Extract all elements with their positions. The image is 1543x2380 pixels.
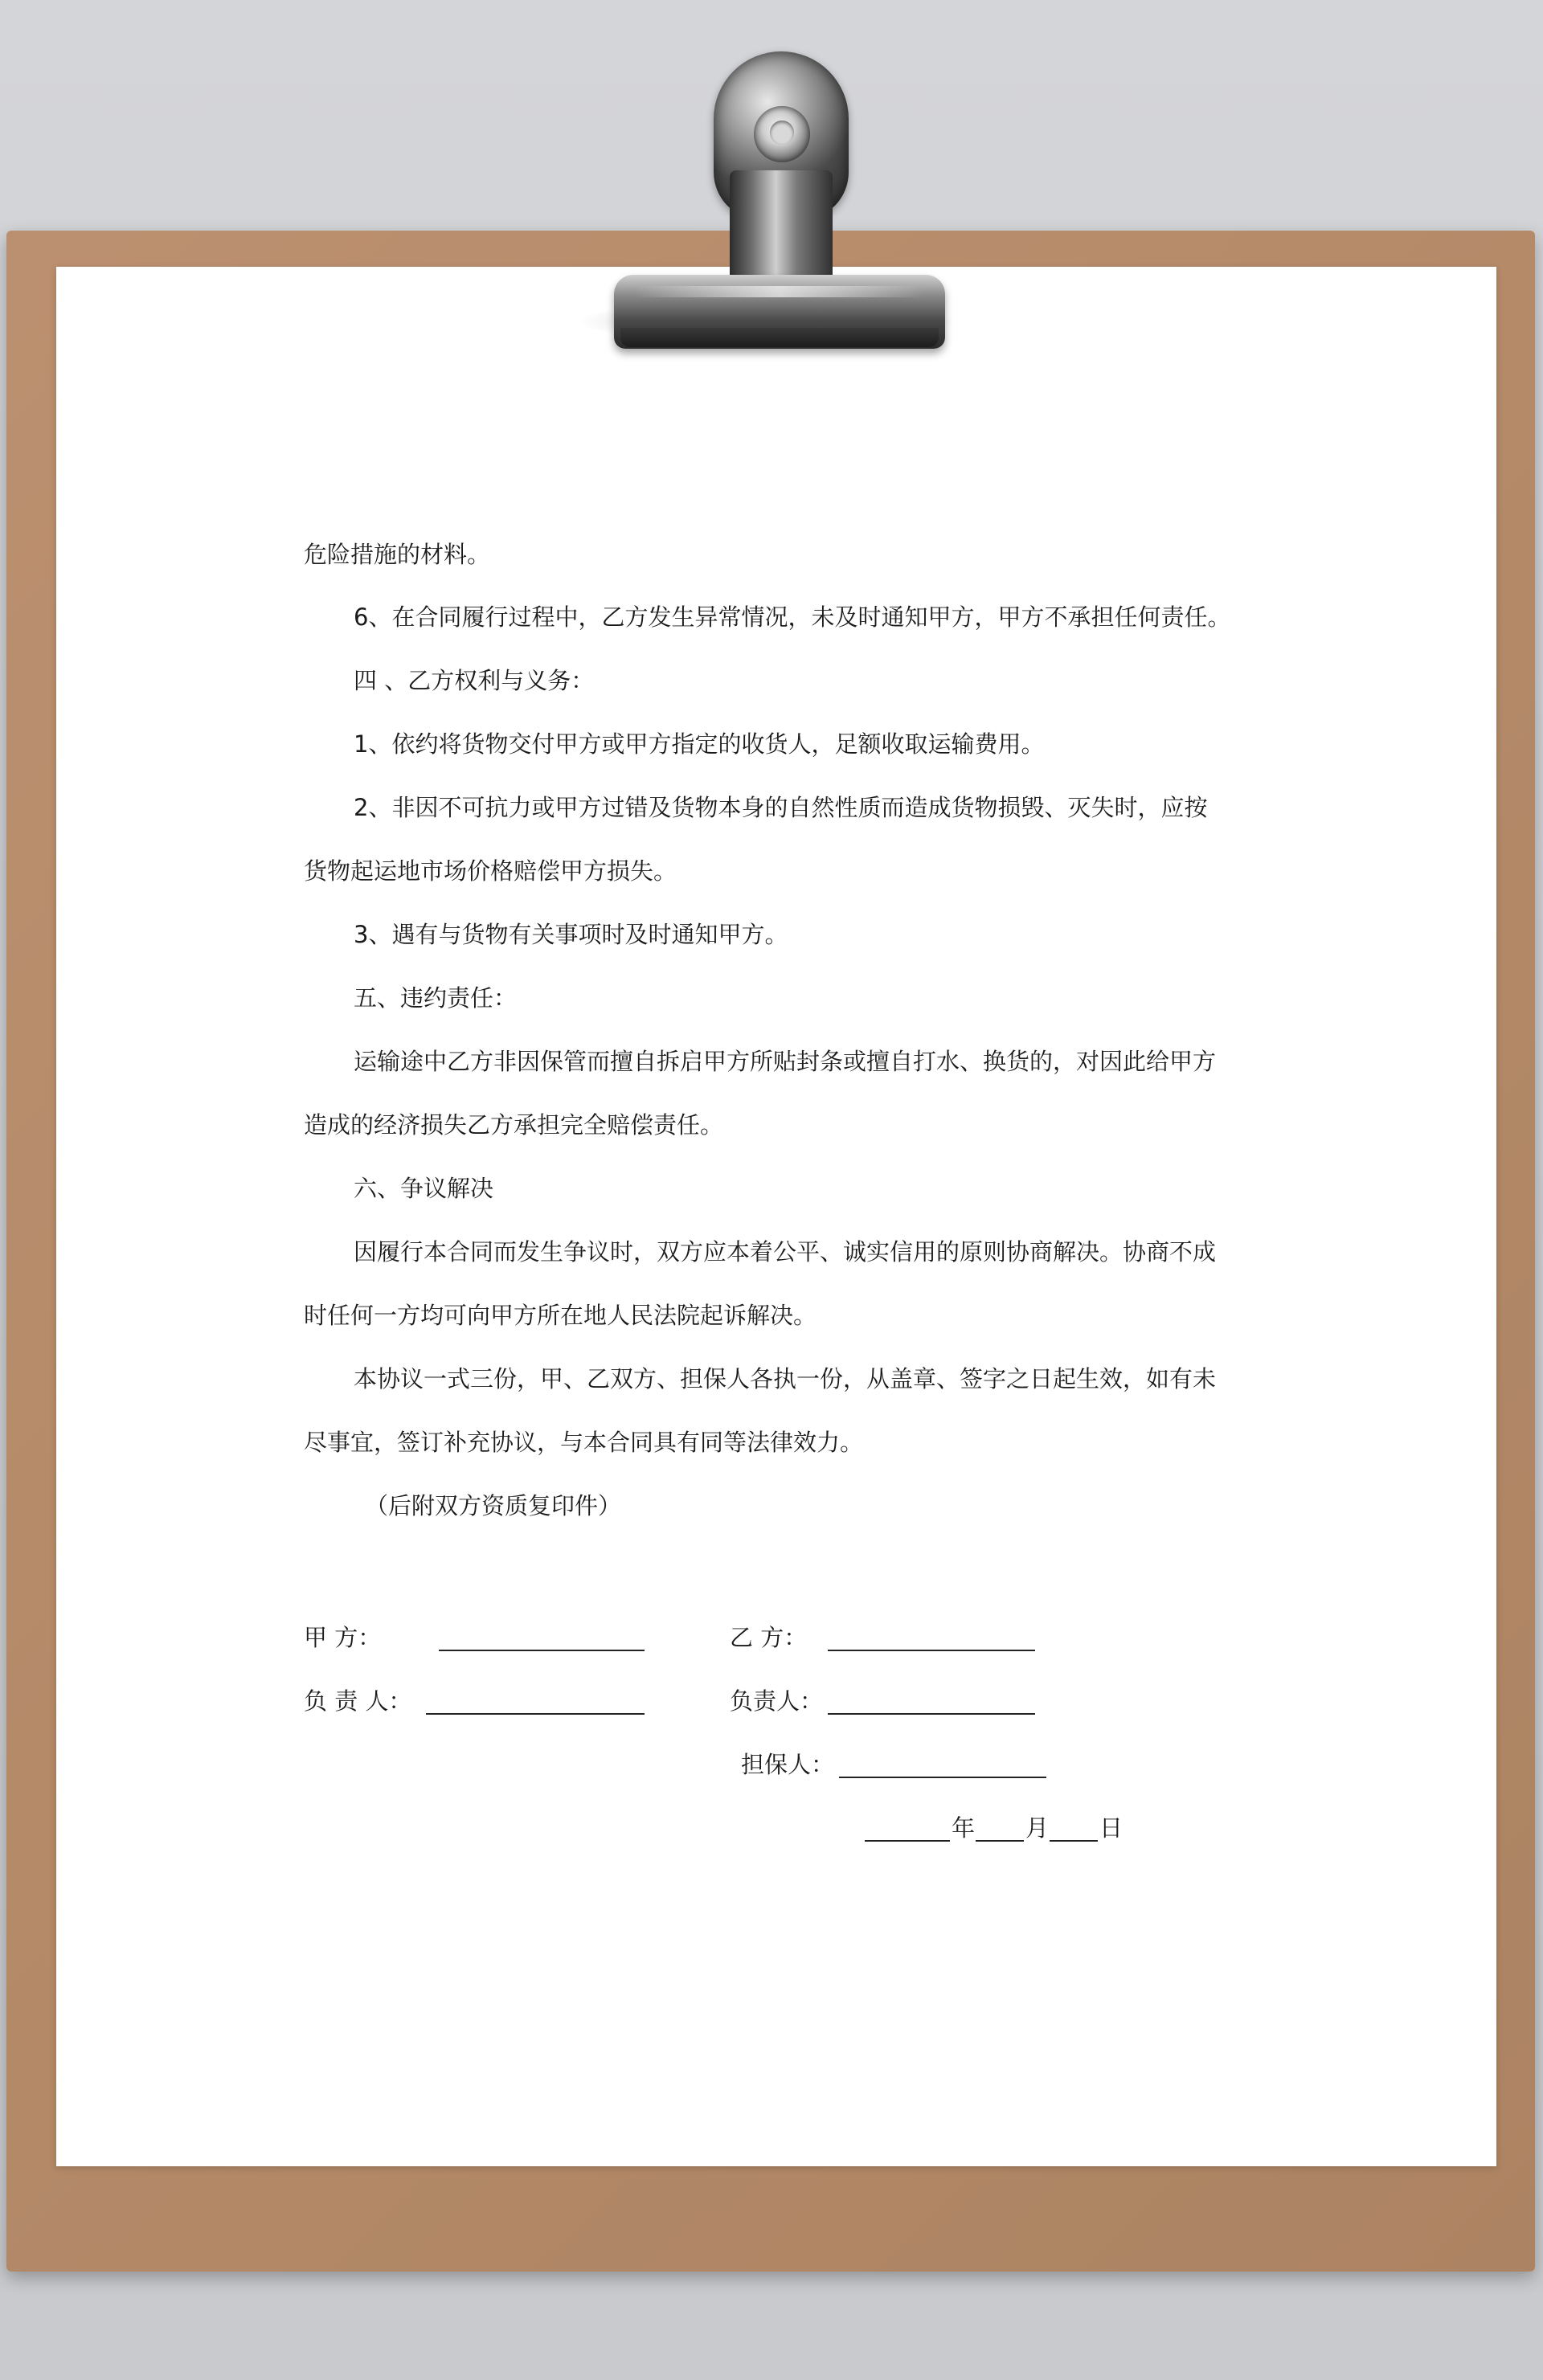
text-line: 尽事宜，签订补充协议，与本合同具有同等法律效力。 xyxy=(304,1429,864,1456)
party-a-label: 甲 方： xyxy=(304,1624,382,1651)
guarantor-blank[interactable] xyxy=(839,1777,1046,1778)
party-b-label: 乙 方： xyxy=(730,1624,808,1651)
text-line: 6、在合同履行过程中，乙方发生异常情况，未及时通知甲方，甲方不承担任何责任。 xyxy=(354,603,1231,631)
date-day-label: 日 xyxy=(1099,1814,1123,1842)
guarantor-label: 担保人： xyxy=(741,1751,835,1778)
text-line: 危险措施的材料。 xyxy=(304,541,491,568)
section-heading: 六、争议解决 xyxy=(354,1175,494,1202)
person-b-blank[interactable] xyxy=(828,1713,1035,1715)
clip-inner-hole xyxy=(770,121,794,145)
person-a-label: 负 责 人： xyxy=(304,1687,412,1715)
text-line: 因履行本合同而发生争议时，双方应本着公平、诚实信用的原则协商解决。协商不成 xyxy=(354,1238,1217,1266)
text-line: 本协议一式三份，甲、乙双方、担保人各执一份，从盖章、签字之日起生效，如有未 xyxy=(354,1365,1217,1392)
person-a-blank[interactable] xyxy=(426,1713,645,1715)
clip-base-lip xyxy=(620,328,939,347)
text-line: 1、依约将货物交付甲方或甲方指定的收货人，足额收取运输费用。 xyxy=(354,730,1045,758)
text-line: 造成的经济损失乙方承担完全赔偿责任。 xyxy=(304,1111,724,1139)
date-month-label: 月 xyxy=(1025,1814,1050,1842)
text-line: 运输途中乙方非因保管而擅自拆启甲方所贴封条或擅自打水、换货的，对因此给甲方 xyxy=(354,1048,1217,1075)
party-b-blank[interactable] xyxy=(828,1650,1035,1651)
date-year-blank[interactable] xyxy=(865,1840,950,1842)
text-line: 货物起运地市场价格赔偿甲方损失。 xyxy=(304,857,677,885)
text-line: 2、非因不可抗力或甲方过错及货物本身的自然性质而造成货物损毁、灭失时，应按 xyxy=(354,794,1208,821)
date-day-blank[interactable] xyxy=(1050,1840,1098,1842)
clip-neck xyxy=(730,170,833,291)
party-a-blank[interactable] xyxy=(439,1650,645,1651)
person-b-label: 负责人： xyxy=(730,1687,824,1715)
text-line: （后附双方资质复印件） xyxy=(365,1492,622,1519)
date-year-label: 年 xyxy=(952,1814,976,1842)
text-line: 时任何一方均可向甲方所在地人民法院起诉解决。 xyxy=(304,1302,817,1329)
paper-sheet xyxy=(56,267,1496,2166)
clip-base-highlight xyxy=(635,286,924,297)
text-line: 3、遇有与货物有关事项时及时通知甲方。 xyxy=(354,921,788,948)
section-heading: 四 、乙方权利与义务： xyxy=(354,667,595,694)
section-heading: 五、违约责任： xyxy=(354,984,518,1012)
date-month-blank[interactable] xyxy=(976,1840,1024,1842)
